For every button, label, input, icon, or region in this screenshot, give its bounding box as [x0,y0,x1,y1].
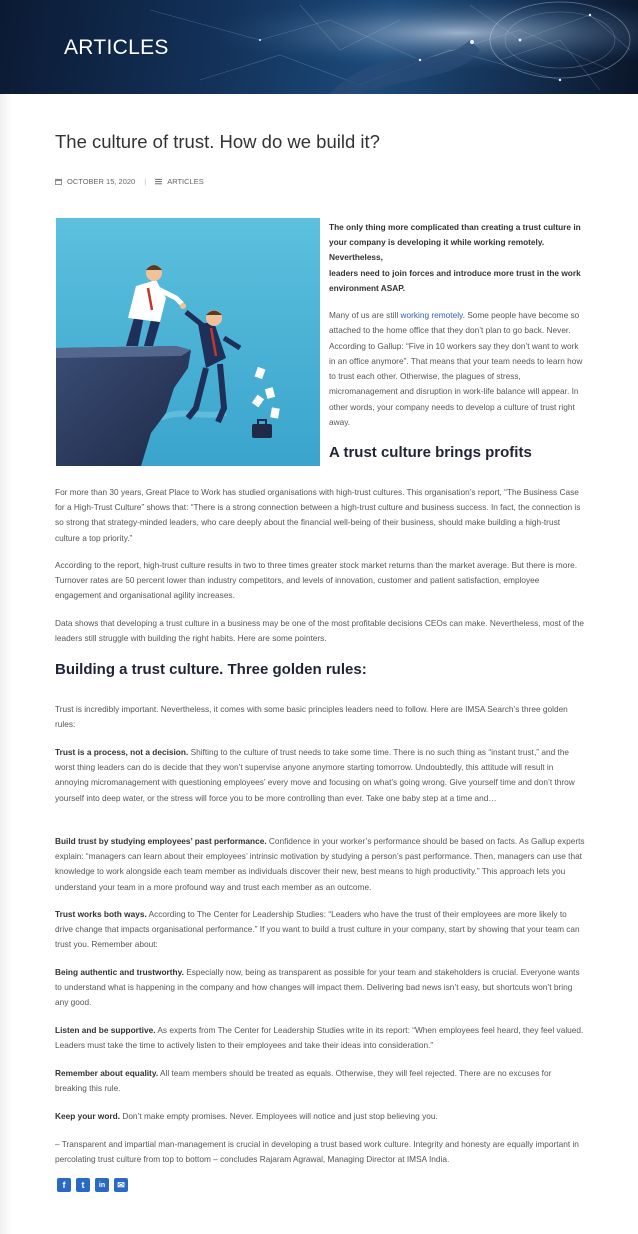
rule-paragraph [55,745,585,806]
rule-title: Listen and be supportive. [55,1025,156,1035]
rule-text: Shifting to the culture of trust needs to take some time. There is no such thing as “instant trust,” and the worst thing leaders can do is decide that they won’t supervise anyone anymore starting tomorrow. Undoubtedly, this attitude will result in annoying micromanagement with questioning employees’ every move and focusing on what’s going wrong. Give yourself time and don’t throw yourself into deep water, or the stress will force you to be more controlling than ever. Take one baby step at a time and… [55,747,575,803]
rule-paragraph [55,1066,585,1096]
calendar-icon [55,178,62,185]
facebook-icon[interactable]: f [57,1178,71,1192]
rule-title: Trust is a process, not a decision. [55,747,189,757]
working-remotely-link[interactable]: working remotely [400,310,463,320]
rule-paragraph [55,834,585,895]
article-lead [329,220,585,296]
rule-paragraph [55,1023,585,1053]
closing-quote-paragraph: – Transparent and impartial man-management is crucial in developing a trust based work culture. Integrity and honesty are equally important in percolating trust culture from top to bottom – concludes Rajaram Agrawal, Managing Director at IMSA India. [55,1139,579,1165]
profits-paragraph-2: According to the report, high-trust culture results in two to three times greater stock market returns than the market average. But there is more. Turnover rates are 50 percent lower than industry competitors, and levels of innovation, customer and patient satisfaction, employee engagement and organisational agility increases. [55,560,578,601]
twitter-icon[interactable]: t [76,1178,90,1192]
rule-text: All team members should be treated as equals. Otherwise, they will feel rejected. There are no excuses for breaking this rule. [55,1068,552,1094]
lead-line-1: The only thing more complicated than creating a trust culture in your company is developing it while working remotely. Nevertheless, [329,222,581,263]
rule-text: According to The Center for Leadership Studies: “Leaders who have the trust of their employees are more likely to drive change that impacts organisational performance.” If you want to build a trust culture in your company, start by showing that your team can trust you. Remember about: [55,909,580,950]
article-category-link[interactable]: ARTICLES [167,177,204,186]
article-illustration-cliff-helping-hand [56,218,320,466]
rules-intro-paragraph: Trust is incredibly important. Nevertheless, it comes with some basic principles leaders need to follow. Here are IMSA Search’s three golden rules: [55,704,568,730]
rule-text: Especially now, being as transparent as possible for your team and stakeholders is crucial. Everyone wants to understand what is happening in the company and how changes will impact them. Delivering bad news isn’t easy, but shortcuts won’t bring any good. [55,967,580,1008]
share-buttons [57,1178,128,1192]
profits-paragraph-3: Data shows that developing a trust culture in a business may be one of the most profitable decisions CEOs can make. Nevertheless, most of the leaders still struggle with building the right habits. Here are some pointers. [55,618,584,644]
rule-title: Trust works both ways. [55,909,147,919]
rule-title: Being authentic and trustworthy. [55,967,184,977]
rule-paragraph [55,907,585,953]
profits-paragraph-1: For more than 30 years, Great Place to Work has studied organisations with high-trust cultures. This organisation’s report, “The Business Case for a High-Trust Culture” shows that: “There is a strong connection between a high-trust culture and business success. In fact, the connection is so strong that strategy-minded leaders, who care deeply about the financial well-being of their business, should make building a high-trust culture a top priority.” [55,487,581,543]
lead-line-2: leaders need to join forces and introduce more trust in the work environment ASAP. [329,267,581,293]
remote-work-paragraph [329,308,585,430]
paragraph-text: . Some people have become so attached to the home office that they don’t plan to go back. Never. According to Gallup: “Five in 10 workers say they don’t want to work in an office anymore”. That means that your team needs to learn how to trust each other. Otherwise, the plagues of stress, micromanagement and disruption in work-life balance will appear. In other words, your company needs to develop a culture of trust right away. [329,310,583,428]
page-header-banner [0,0,638,94]
meta-divider: | [144,177,147,186]
section-heading-rules: Building a trust culture. Three golden rules: [55,661,367,678]
article-meta [55,177,204,186]
linkedin-icon[interactable]: in [95,1178,109,1192]
rule-paragraph [55,1109,585,1124]
article-title: The culture of trust. How do we build it? [55,131,380,152]
rule-title: Build trust by studying employees’ past performance. [55,836,267,846]
rule-text: Confidence in your worker’s performance should be based on facts. As Gallup experts explain: “managers can learn about their employees’ intrinsic motivation by studying a person’s past performance. Then, managers can use that knowledge to work alongside each team member as individuals discover their new, best means to high productivity.” This approach lets you understand your team in a more profound way and trust each member as an outcome. [55,836,585,892]
rule-title: Remember about equality. [55,1068,159,1078]
paragraph-text: Many of us are still [329,310,401,320]
list-icon [155,178,162,185]
banner-title: ARTICLES [64,36,169,59]
section-heading-profits: A trust culture brings profits [329,444,532,461]
rule-paragraph [55,965,585,1011]
rule-title: Keep your word. [55,1111,121,1121]
rule-text: As experts from The Center for Leadership Studies write in its report: “When employees feel heard, they feel valued. Leaders must take the time to actively listen to their employees and take their ideas into consideration.” [55,1025,584,1051]
article-date: OCTOBER 15, 2020 [67,177,136,186]
email-icon[interactable]: ✉ [114,1178,128,1192]
rule-text: Don’t make empty promises. Never. Employees will notice and just stop believing you. [120,1111,438,1121]
falling-briefcase [252,424,272,438]
page-edge-shadow [0,94,12,1234]
